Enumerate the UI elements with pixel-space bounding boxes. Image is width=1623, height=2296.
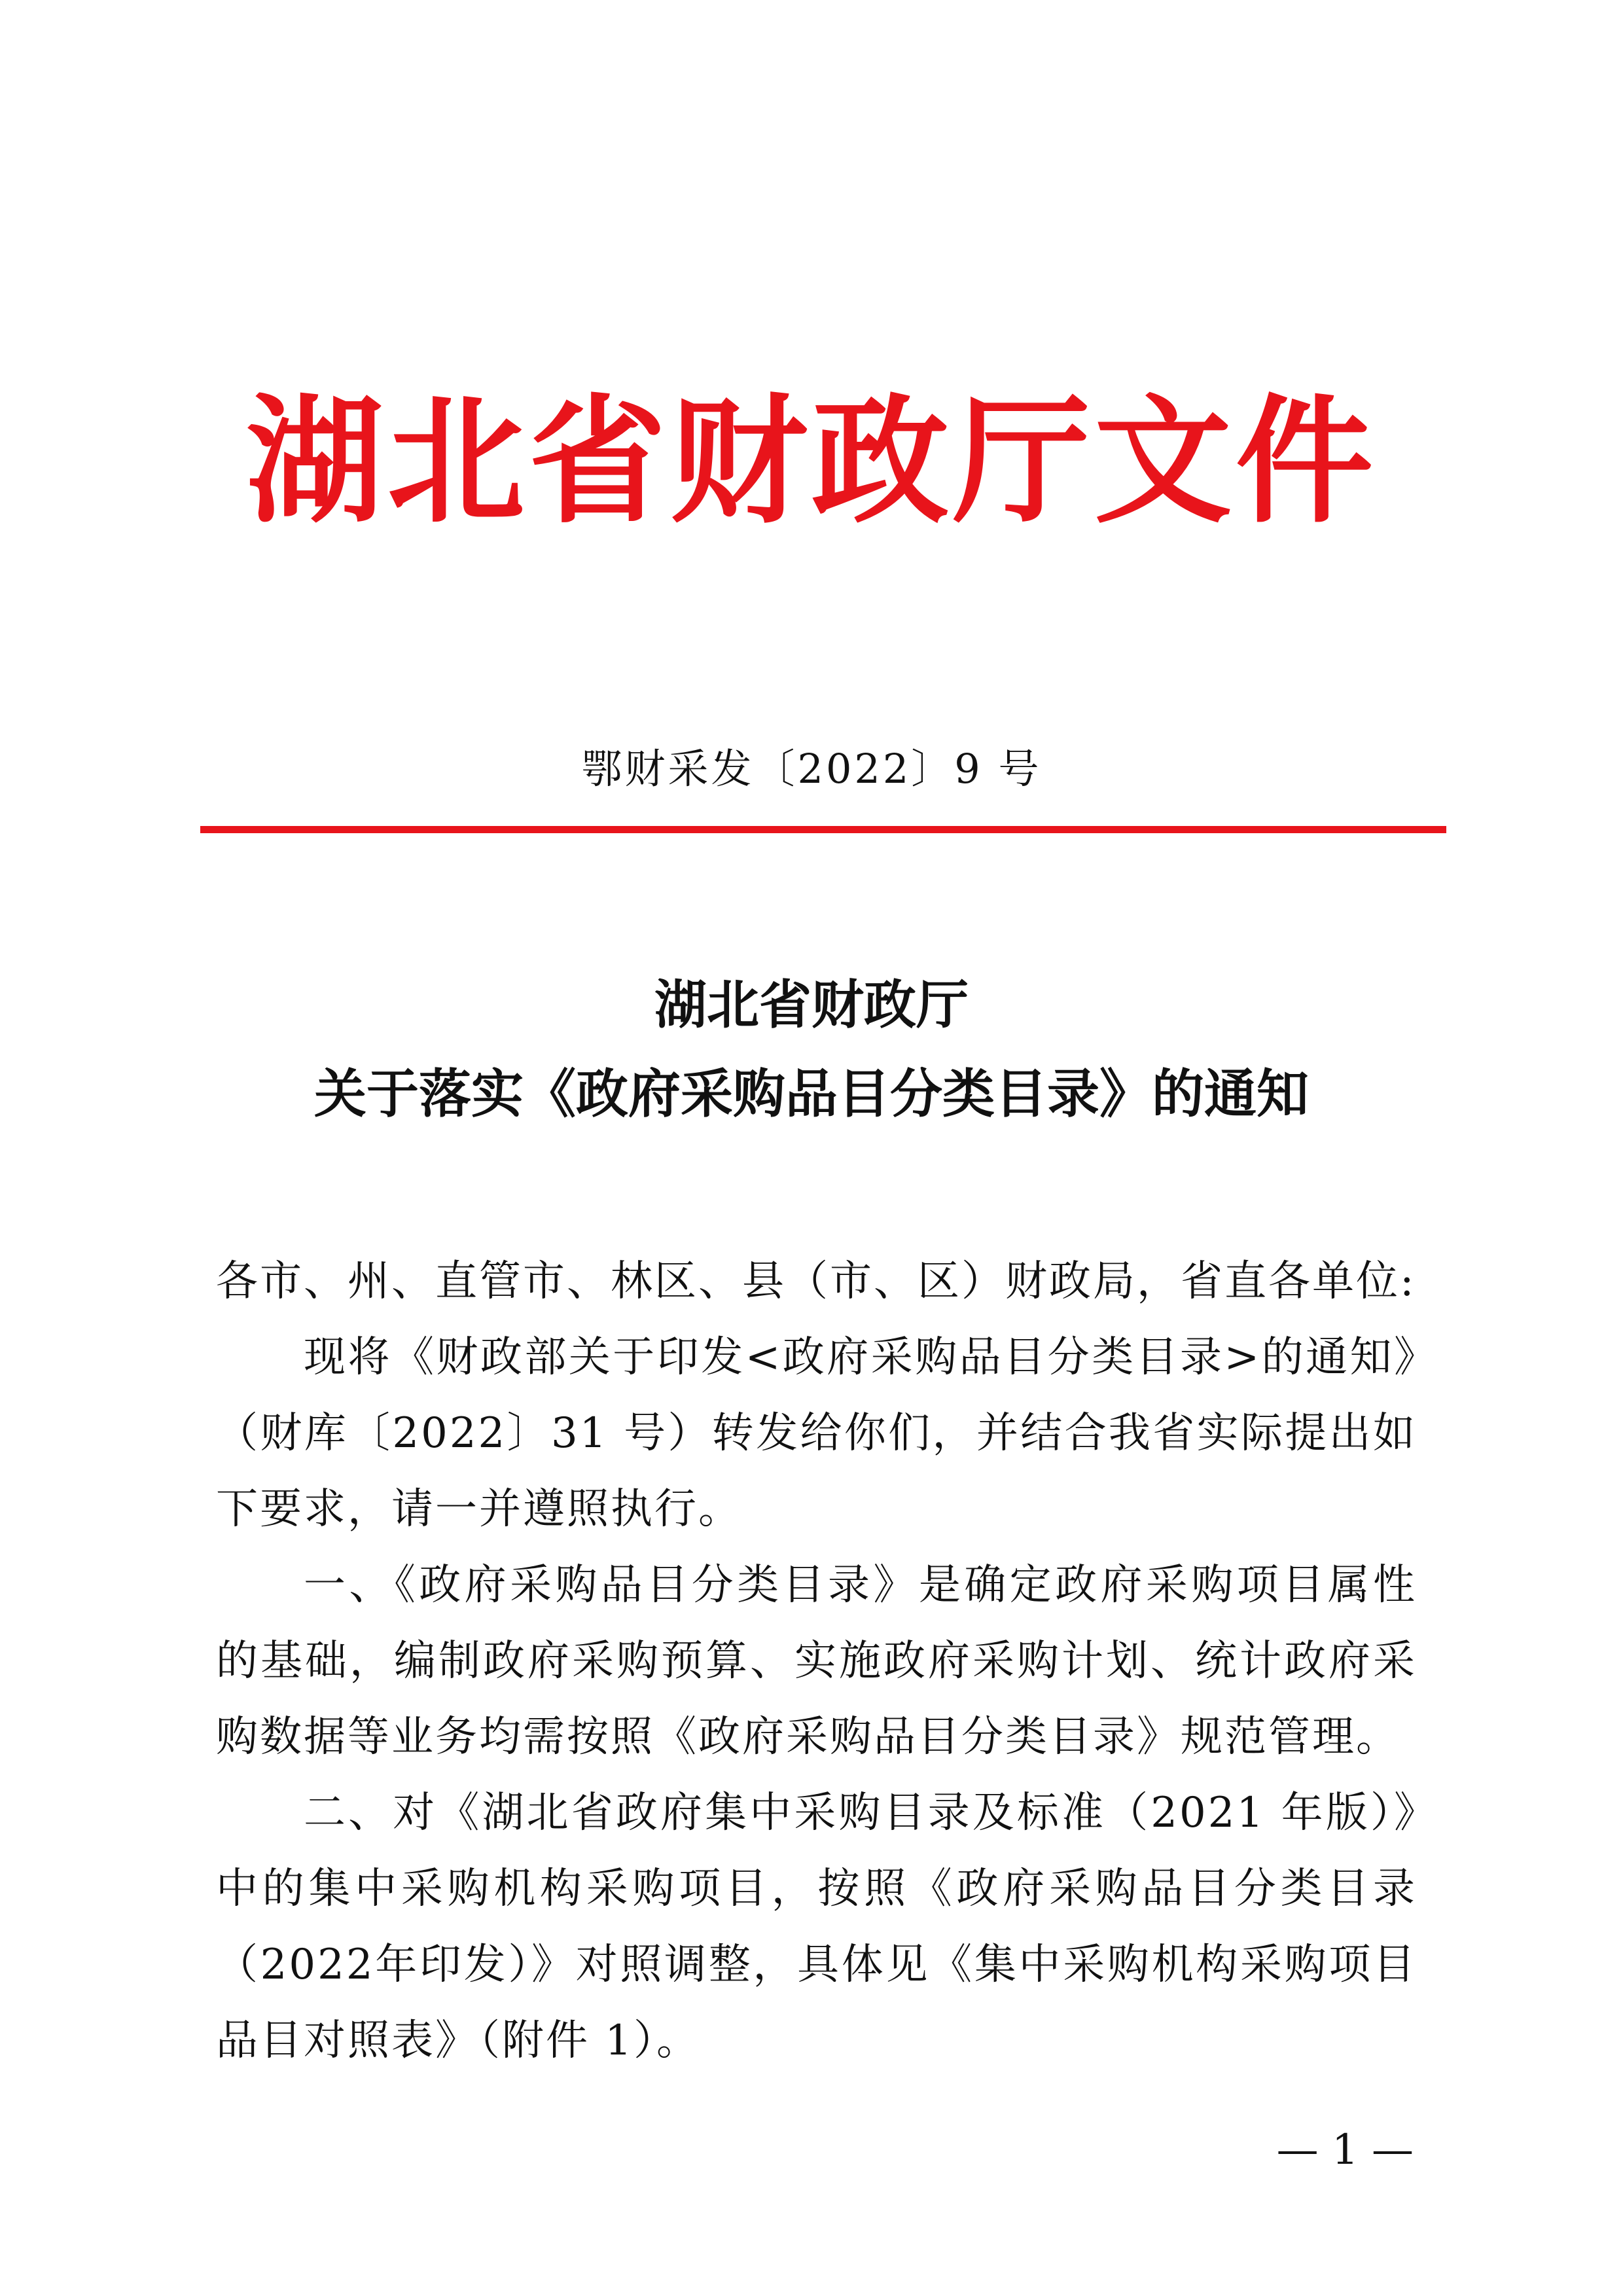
document-title-line-1: 湖北省财政厅 bbox=[654, 974, 969, 1035]
document-title-line-2: 关于落实《政府采购品目分类目录》的通知 bbox=[314, 1063, 1309, 1124]
body-paragraph-intro: 现将《财政部关于印发<政府采购品目分类目录>的通知》（财库〔2022〕31 号）转发给你们，并结合我省实际提出如下要求，请一并遵照执行。 bbox=[216, 1333, 1417, 1534]
document-masthead: 湖北省财政厅文件 bbox=[245, 380, 1377, 542]
page-number: — 1 — bbox=[1276, 2126, 1414, 2174]
document-number: 鄂财采发〔2022〕9 号 bbox=[581, 745, 1042, 793]
salutation: 各市、州、直管市、林区、县（市、区）财政局，省直各单位: bbox=[216, 1257, 1416, 1306]
body-paragraph-item-1: 一、《政府采购品目分类目录》是确定政府采购项目属性的基础，编制政府采购预算、实施政府采购计划、统计政府采购数据等业务均需按照《政府采购品目分类目录》规范管理。 bbox=[216, 1561, 1417, 1761]
body-paragraph-item-2: 二、对《湖北省政府集中采购目录及标准（2021 年版）》中的集中采购机构采购项目，按照《政府采购品目分类目录（2022年印发）》对照调整，具体见《集中采购机构采购项目品目对照表》（附件 1）。 bbox=[216, 1789, 1417, 2065]
red-separator-line bbox=[200, 826, 1446, 833]
document-body bbox=[216, 1244, 1417, 2079]
